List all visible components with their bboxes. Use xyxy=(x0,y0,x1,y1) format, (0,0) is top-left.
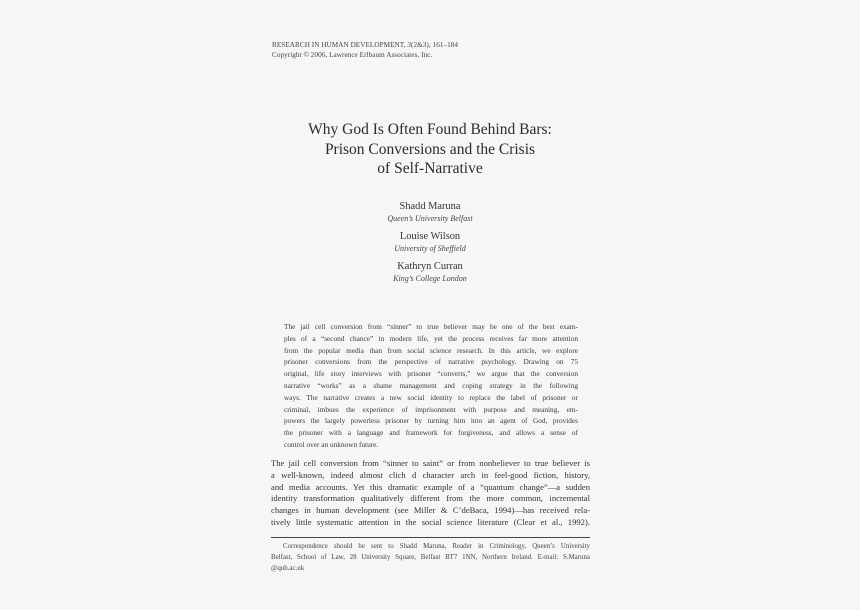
abstract-line: the prisoner with a language and framework for forgiveness, and allows a sense of xyxy=(284,428,578,438)
abstract-line: from the popular media than from social science research. In this article, we explore xyxy=(284,345,578,355)
author-affiliation: Queen’s University Belfast xyxy=(387,214,473,223)
title-line: Prison Conversions and the Crisis xyxy=(324,140,536,158)
abstract-line: original, life story interviews with prisoner “converts,” we argue that the conversion xyxy=(284,369,578,379)
abstract-line: ways. The narrative creates a new social identity to replace the label of prisoner or xyxy=(284,392,578,402)
body-line: and media accounts. Yet this dramatic example of a “quantum change”—a sudden xyxy=(271,481,590,492)
abstract-line: powers the largely powerless prisoner by turning him into an agent of God, provides xyxy=(284,416,578,426)
title-line: of Self-Narrative xyxy=(377,160,483,177)
journal-name: RESEARCH IN HUMAN DEVELOPMENT, xyxy=(272,41,408,49)
author-name: Kathryn Curran xyxy=(397,261,463,272)
abstract-line: ples of a “second chance” in modern life, yet the process receives far more attention xyxy=(284,333,578,343)
footnote-line: Correspondence should be sent to Shadd Maruna, Reader in Criminology, Queen’s University xyxy=(283,543,590,550)
footnote-line: @qub.ac.uk xyxy=(271,565,305,572)
author-block xyxy=(280,230,580,254)
footnote-divider xyxy=(271,537,590,538)
journal-header xyxy=(272,40,458,60)
body-line: a well-known, indeed almost clich d character arch in feel-good fiction, history, xyxy=(271,469,590,480)
abstract-line: narrative “works” as a shame management and coping strategy in the following xyxy=(284,380,578,390)
journal-citation xyxy=(272,40,458,50)
body-line: identity transformation qualitatively different from the more common, incremental xyxy=(271,493,590,504)
body-line: The jail cell conversion from “sinner to saint” or from nonbeliever to true believer is xyxy=(271,458,590,468)
title-line: Why God Is Often Found Behind Bars: xyxy=(308,121,552,138)
author-block xyxy=(280,260,580,284)
author-name: Shadd Maruna xyxy=(399,201,461,212)
abstract-line: criminal, imbues the experience of imprisonment with purpose and meaning, em- xyxy=(284,404,578,414)
abstract xyxy=(284,321,578,451)
correspondence-footnote xyxy=(271,541,590,574)
abstract-line: prisoner conversions from the perspective of narrative psychology. Drawing on 75 xyxy=(284,357,578,367)
abstract-line: control over an unknown future. xyxy=(284,439,379,449)
author-list xyxy=(280,200,580,290)
abstract-line: The jail cell conversion from “sinner” to true believer may be one of the best exam- xyxy=(284,322,578,331)
body-line: tively little systematic attention in the social science literature (Clear et al., 1992). xyxy=(271,516,590,527)
journal-volume: 3 xyxy=(407,41,412,49)
author-affiliation: King’s College London xyxy=(393,274,467,283)
journal-issue-pages: (2&3), 161–184 xyxy=(411,41,459,49)
author-affiliation: University of Sheffield xyxy=(394,244,466,253)
footnote-line: Belfast, School of Law, 28 University Square, Belfast BT7 1NN, Northern Ireland. E-mail: S.Maruna xyxy=(271,554,590,561)
paper-title xyxy=(230,120,630,179)
author-block xyxy=(280,200,580,224)
body-paragraph xyxy=(271,458,590,529)
copyright-line: Copyright © 2006, Lawrence Erlbaum Associates, Inc. xyxy=(272,51,433,59)
author-name: Louise Wilson xyxy=(399,231,461,242)
body-line: changes in human development (see Miller & C’deBaca, 1994)—has received rela- xyxy=(271,505,590,516)
